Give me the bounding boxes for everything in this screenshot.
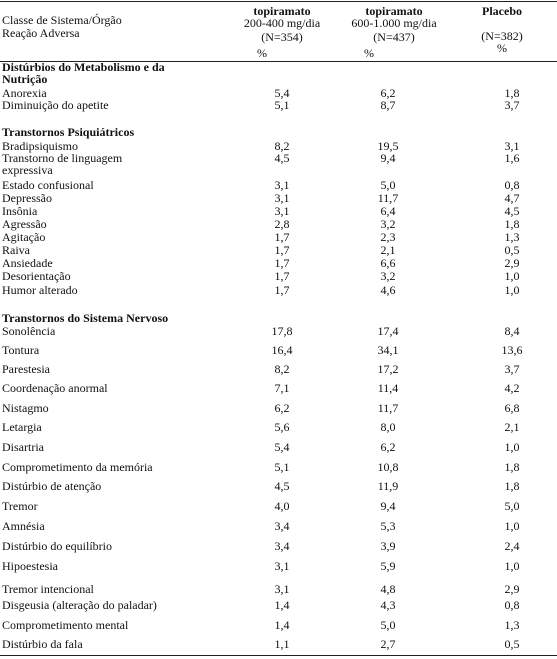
cell-placebo: 2,9 bbox=[504, 582, 520, 596]
cell-high-dose: 2,3 bbox=[380, 230, 396, 244]
cell-placebo: 1,0 bbox=[504, 269, 520, 283]
cell-low-dose: 7,1 bbox=[274, 381, 290, 395]
cell-placebo: 4,2 bbox=[504, 381, 520, 395]
top-rule bbox=[0, 1, 557, 2]
cell-low-dose: 1,7 bbox=[274, 230, 290, 244]
cell-high-dose: 3,9 bbox=[380, 539, 396, 553]
section-title: Transtornos Psiquiátricos bbox=[2, 125, 135, 139]
header-col2-n: (N=437) bbox=[373, 30, 415, 44]
cell-placebo: 1,8 bbox=[504, 479, 520, 493]
cell-low-dose: 1,7 bbox=[274, 243, 290, 257]
row-label: Comprometimento mental bbox=[2, 618, 129, 632]
cell-placebo: 8,4 bbox=[504, 324, 520, 338]
cell-high-dose: 5,0 bbox=[380, 178, 396, 192]
cell-low-dose: 1,4 bbox=[274, 618, 290, 632]
cell-placebo: 6,8 bbox=[504, 401, 520, 415]
cell-low-dose: 2,8 bbox=[274, 217, 290, 231]
header-col2-drug: topiramato bbox=[365, 4, 423, 18]
cell-low-dose: 1,1 bbox=[274, 637, 290, 651]
cell-placebo: 1,8 bbox=[504, 460, 520, 474]
row-label: Disartria bbox=[2, 440, 44, 454]
row-label: Transtorno de linguagem bbox=[2, 151, 123, 165]
cell-high-dose: 5,9 bbox=[380, 559, 396, 573]
row-label: Humor alterado bbox=[2, 283, 78, 297]
cell-placebo: 1,3 bbox=[504, 230, 520, 244]
cell-placebo: 4,7 bbox=[504, 191, 520, 205]
cell-placebo: 1,8 bbox=[504, 86, 520, 100]
cell-high-dose: 34,1 bbox=[377, 343, 399, 357]
row-label: Desorientação bbox=[2, 269, 71, 283]
cell-placebo: 3,1 bbox=[504, 139, 520, 153]
header-col1-unit: % bbox=[257, 46, 267, 60]
header-col1-dose: 200-400 mg/dia bbox=[243, 16, 321, 30]
cell-low-dose: 3,1 bbox=[274, 204, 290, 218]
row-label: Depressão bbox=[2, 191, 52, 205]
cell-high-dose: 9,4 bbox=[380, 499, 396, 513]
cell-placebo: 4,5 bbox=[504, 204, 520, 218]
header-col1-drug: topiramato bbox=[253, 4, 311, 18]
row-label: Letargia bbox=[2, 420, 42, 434]
cell-low-dose: 6,2 bbox=[274, 401, 290, 415]
row-label: Amnésia bbox=[2, 519, 45, 533]
cell-high-dose: 9,4 bbox=[380, 151, 396, 165]
row-label: Distúrbio de atenção bbox=[2, 479, 102, 493]
cell-placebo: 5,0 bbox=[504, 499, 520, 513]
cell-high-dose: 5,3 bbox=[380, 519, 396, 533]
cell-low-dose: 5,4 bbox=[274, 440, 290, 454]
cell-placebo: 0,5 bbox=[504, 637, 520, 651]
cell-placebo: 0,8 bbox=[504, 598, 520, 612]
cell-low-dose: 1,7 bbox=[274, 269, 290, 283]
cell-high-dose: 11,9 bbox=[377, 479, 399, 493]
cell-placebo: 2,9 bbox=[504, 256, 520, 270]
cell-high-dose: 6,4 bbox=[380, 204, 396, 218]
cell-placebo: 1,0 bbox=[504, 440, 520, 454]
cell-high-dose: 11,7 bbox=[377, 191, 399, 205]
cell-low-dose: 5,6 bbox=[274, 420, 290, 434]
cell-high-dose: 5,0 bbox=[380, 618, 396, 632]
row-label: Distúrbio da fala bbox=[2, 637, 83, 651]
cell-low-dose: 1,7 bbox=[274, 256, 290, 270]
header-col3-placebo: Placebo bbox=[482, 4, 522, 18]
cell-high-dose: 17,2 bbox=[377, 362, 399, 376]
row-label: Agressão bbox=[2, 217, 47, 231]
cell-low-dose: 1,7 bbox=[274, 283, 290, 297]
header-col2-unit: % bbox=[364, 46, 374, 60]
cell-placebo: 2,4 bbox=[504, 539, 520, 553]
header-col3-n: (N=382) bbox=[481, 29, 523, 43]
row-label: Diminuição do apetite bbox=[2, 98, 109, 112]
cell-high-dose: 2,7 bbox=[380, 637, 396, 651]
row-label: Raiva bbox=[2, 243, 30, 257]
cell-low-dose: 3,1 bbox=[274, 191, 290, 205]
cell-high-dose: 4,8 bbox=[380, 582, 396, 596]
cell-high-dose: 19,5 bbox=[377, 139, 399, 153]
cell-high-dose: 11,7 bbox=[377, 401, 399, 415]
row-label: Anorexia bbox=[2, 86, 47, 100]
header-col3-unit: % bbox=[497, 41, 507, 55]
header-col2-dose: 600-1.000 mg/dia bbox=[351, 16, 437, 30]
row-label: Distúrbio do equilíbrio bbox=[2, 539, 112, 553]
cell-high-dose: 11,4 bbox=[377, 381, 399, 395]
cell-high-dose: 6,2 bbox=[380, 86, 396, 100]
cell-high-dose: 6,2 bbox=[380, 440, 396, 454]
bottom-rule bbox=[0, 655, 557, 656]
cell-placebo: 1,3 bbox=[504, 618, 520, 632]
row-label: Parestesia bbox=[2, 362, 50, 376]
cell-high-dose: 8,0 bbox=[380, 420, 396, 434]
cell-placebo: 0,8 bbox=[504, 178, 520, 192]
cell-low-dose: 1,4 bbox=[274, 598, 290, 612]
row-label-cont: expressiva bbox=[2, 163, 53, 177]
cell-high-dose: 3,2 bbox=[380, 217, 396, 231]
cell-high-dose: 4,6 bbox=[380, 283, 396, 297]
cell-high-dose: 6,6 bbox=[380, 256, 396, 270]
cell-low-dose: 5,1 bbox=[274, 98, 290, 112]
section-title-cont: Nutrição bbox=[2, 72, 48, 86]
cell-low-dose: 8,2 bbox=[274, 362, 290, 376]
cell-high-dose: 2,1 bbox=[380, 243, 396, 257]
cell-high-dose: 17,4 bbox=[377, 324, 399, 338]
cell-low-dose: 4,0 bbox=[274, 499, 290, 513]
cell-placebo: 1,6 bbox=[504, 151, 520, 165]
row-label: Nistagmo bbox=[2, 401, 49, 415]
cell-low-dose: 3,1 bbox=[274, 559, 290, 573]
cell-low-dose: 4,5 bbox=[274, 151, 290, 165]
cell-low-dose: 16,4 bbox=[271, 343, 293, 357]
row-label: Tremor intencional bbox=[2, 582, 94, 596]
cell-low-dose: 5,4 bbox=[274, 86, 290, 100]
cell-placebo: 13,6 bbox=[501, 343, 523, 357]
cell-low-dose: 4,5 bbox=[274, 479, 290, 493]
row-label: Disgeusia (alteração do paladar) bbox=[2, 598, 157, 612]
cell-placebo: 1,8 bbox=[504, 217, 520, 231]
row-label: Hipoestesia bbox=[2, 559, 58, 573]
cell-low-dose: 3,4 bbox=[274, 519, 290, 533]
cell-low-dose: 8,2 bbox=[274, 139, 290, 153]
cell-low-dose: 3,1 bbox=[274, 582, 290, 596]
row-label: Estado confusional bbox=[2, 178, 94, 192]
cell-low-dose: 17,8 bbox=[271, 324, 293, 338]
cell-high-dose: 4,3 bbox=[380, 598, 396, 612]
header-reaction: Reação Adversa bbox=[2, 26, 80, 40]
cell-placebo: 1,0 bbox=[504, 519, 520, 533]
row-label: Sonolência bbox=[2, 324, 56, 338]
row-label: Comprometimento da memória bbox=[2, 460, 153, 474]
cell-high-dose: 8,7 bbox=[380, 98, 396, 112]
cell-low-dose: 3,4 bbox=[274, 539, 290, 553]
row-label: Insônia bbox=[2, 204, 38, 218]
cell-placebo: 2,1 bbox=[504, 420, 520, 434]
row-label: Bradipsiquismo bbox=[2, 139, 79, 153]
cell-low-dose: 3,1 bbox=[274, 178, 290, 192]
cell-placebo: 0,5 bbox=[504, 243, 520, 257]
row-label: Ansiedade bbox=[2, 256, 53, 270]
section-title: Transtornos do Sistema Nervoso bbox=[2, 311, 169, 325]
cell-placebo: 3,7 bbox=[504, 98, 520, 112]
row-label: Coordenação anormal bbox=[2, 381, 108, 395]
row-label: Tontura bbox=[2, 343, 40, 357]
header-col1-n: (N=354) bbox=[261, 30, 303, 44]
section-title: Distúrbios do Metabolismo e da bbox=[2, 60, 165, 74]
cell-low-dose: 5,1 bbox=[274, 460, 290, 474]
row-label: Agitação bbox=[2, 230, 46, 244]
cell-placebo: 1,0 bbox=[504, 559, 520, 573]
cell-placebo: 3,7 bbox=[504, 362, 520, 376]
cell-high-dose: 10,8 bbox=[377, 460, 399, 474]
header-system-class: Classe de Sistema/Órgão bbox=[2, 13, 122, 27]
cell-high-dose: 3,2 bbox=[380, 269, 396, 283]
row-label: Tremor bbox=[2, 499, 38, 513]
cell-placebo: 1,0 bbox=[504, 283, 520, 297]
